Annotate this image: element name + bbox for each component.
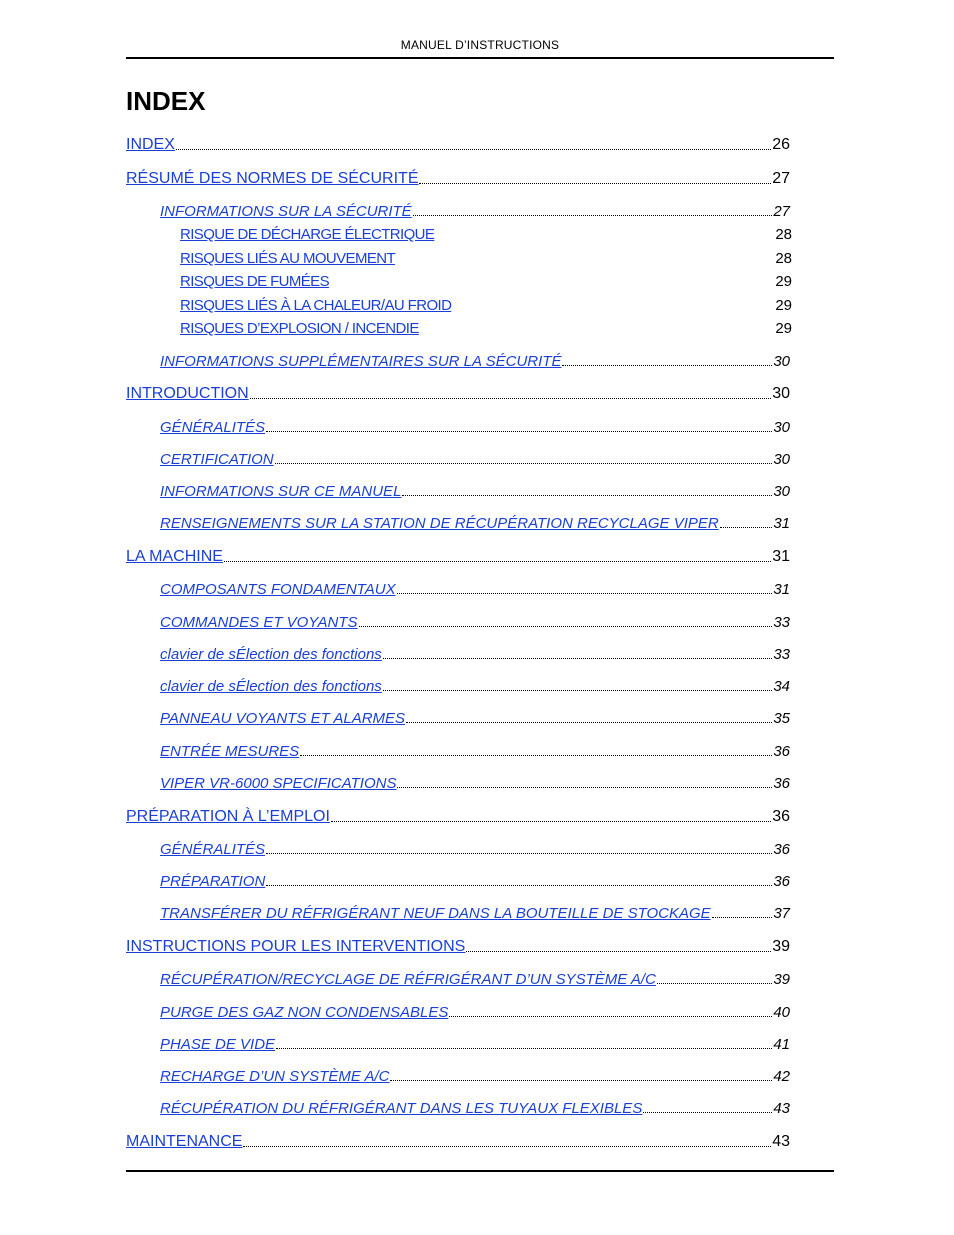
toc-dot-leader	[243, 1146, 771, 1147]
toc-dot-leader	[406, 722, 772, 723]
toc-page-number: 37	[773, 905, 790, 922]
toc-entry[interactable]	[180, 250, 792, 267]
toc-entry[interactable]	[126, 548, 790, 566]
toc-dot-leader	[176, 149, 771, 150]
toc-page-number: 41	[773, 1036, 790, 1053]
toc-page-number: 33	[773, 614, 790, 631]
toc-entry-link[interactable]: RECHARGE D’UN SYSTÈME A/C	[160, 1068, 390, 1085]
toc-entry-link[interactable]: RÉCUPÉRATION DU RÉFRIGÉRANT DANS LES TUYAUX FLEXIBLES	[160, 1100, 643, 1117]
toc-entry[interactable]	[160, 743, 790, 760]
toc-entry[interactable]	[160, 353, 790, 370]
toc-entry[interactable]	[160, 710, 790, 727]
toc-entry-link[interactable]: INFORMATIONS SUR CE MANUEL	[160, 483, 402, 500]
toc-entry-link[interactable]: RISQUES DE FUMÉES	[180, 273, 329, 290]
toc-dot-leader	[712, 917, 773, 918]
toc-entry-link[interactable]: PRÉPARATION À L’EMPLOI	[126, 808, 330, 825]
toc-entry[interactable]	[126, 808, 790, 826]
toc-entry[interactable]	[160, 873, 790, 890]
toc-dot-leader	[275, 463, 773, 464]
toc-page-number: 33	[773, 646, 790, 663]
toc-entry-link[interactable]: PURGE DES GAZ NON CONDENSABLES	[160, 1004, 449, 1021]
toc-dot-leader	[397, 593, 773, 594]
footer-rule	[126, 1170, 834, 1172]
toc-entry-link[interactable]: clavier de sÉlection des fonctions	[160, 678, 382, 695]
toc-entry[interactable]	[160, 971, 790, 988]
toc-page-number: 43	[772, 1133, 790, 1150]
toc-page-number: 39	[772, 938, 790, 955]
toc-dot-leader	[266, 853, 772, 854]
toc-page-number: 43	[773, 1100, 790, 1117]
toc-entry-link[interactable]: RISQUES LIÉS À LA CHALEUR/AU FROID	[180, 297, 452, 314]
toc-entry[interactable]	[160, 1100, 790, 1117]
page-header: MANUEL D’INSTRUCTIONS	[400, 38, 560, 52]
toc-page-number: 28	[775, 250, 792, 267]
toc-dot-leader	[413, 215, 773, 216]
toc-page-number: 36	[773, 743, 790, 760]
toc-entry[interactable]	[160, 1004, 790, 1021]
toc-dot-leader	[331, 821, 771, 822]
toc-entry-link[interactable]: INSTRUCTIONS POUR LES INTERVENTIONS	[126, 938, 466, 955]
toc-dot-leader	[250, 398, 772, 399]
toc-entry[interactable]	[180, 297, 792, 314]
toc-entry[interactable]	[160, 614, 790, 631]
toc-page-number: 30	[773, 419, 790, 436]
toc-dot-leader	[419, 183, 771, 184]
toc-entry-link[interactable]: MAINTENANCE	[126, 1133, 243, 1150]
toc-entry[interactable]	[126, 938, 790, 956]
toc-entry-link[interactable]: INDEX	[126, 136, 175, 153]
toc-entry-link[interactable]: TRANSFÉRER DU RÉFRIGÉRANT NEUF DANS LA BOUTEILLE DE STOCKAGE	[160, 905, 711, 922]
toc-page-number: 27	[773, 203, 790, 220]
toc-entry[interactable]	[160, 1068, 790, 1085]
toc-entry[interactable]	[180, 226, 792, 243]
toc-entry[interactable]	[160, 646, 790, 663]
toc-page-number: 42	[773, 1068, 790, 1085]
toc-entry-link[interactable]: INTRODUCTION	[126, 385, 249, 402]
toc-page-number: 35	[773, 710, 790, 727]
toc-page-number: 36	[773, 775, 790, 792]
toc-entry-link[interactable]: LA MACHINE	[126, 548, 223, 565]
toc-dot-leader	[276, 1048, 772, 1049]
toc-dot-leader	[402, 495, 772, 496]
toc-page-number: 30	[772, 385, 790, 402]
toc-dot-leader	[266, 431, 772, 432]
toc-entry[interactable]	[160, 775, 790, 792]
toc-entry-link[interactable]: COMPOSANTS FONDAMENTAUX	[160, 581, 396, 598]
toc-page-number: 31	[773, 515, 790, 532]
toc-entry-link[interactable]: CERTIFICATION	[160, 451, 274, 468]
toc-dot-leader	[466, 951, 771, 952]
toc-dot-leader	[562, 365, 772, 366]
toc-dot-leader	[383, 658, 773, 659]
toc-page-number: 27	[772, 170, 790, 187]
toc-page-number: 29	[775, 297, 792, 314]
toc-entry-link[interactable]: GÉNÉRALITÉS	[160, 841, 266, 858]
toc-entry[interactable]	[160, 419, 790, 436]
toc-page-number: 29	[775, 273, 792, 290]
toc-entry[interactable]	[180, 320, 792, 337]
toc-page-number: 30	[773, 353, 790, 370]
toc-dot-leader	[224, 561, 771, 562]
toc-entry-link[interactable]: RÉCUPÉRATION/RECYCLAGE DE RÉFRIGÉRANT D’UN SYSTÈME A/C	[160, 971, 656, 988]
toc-page-number: 26	[772, 136, 790, 153]
toc-dot-leader	[657, 983, 772, 984]
toc-page-number: 31	[772, 548, 790, 565]
toc-dot-leader	[390, 1080, 772, 1081]
toc-page-number: 30	[773, 483, 790, 500]
toc-page-number: 39	[773, 971, 790, 988]
toc-entry-link[interactable]: GÉNÉRALITÉS	[160, 419, 266, 436]
toc-entry[interactable]	[160, 203, 790, 220]
toc-entry[interactable]	[160, 841, 790, 858]
toc-entry[interactable]	[160, 515, 790, 532]
toc-dot-leader	[643, 1112, 772, 1113]
toc-entry[interactable]	[126, 170, 790, 188]
toc-dot-leader	[397, 787, 772, 788]
toc-entry[interactable]	[180, 273, 792, 290]
toc-entry-link[interactable]: COMMANDES ET VOYANTS	[160, 614, 358, 631]
toc-dot-leader	[383, 690, 773, 691]
toc-entry[interactable]	[160, 905, 790, 922]
toc-entry[interactable]	[126, 1133, 790, 1151]
toc-entry[interactable]	[160, 451, 790, 468]
toc-entry-link[interactable]: VIPER VR-6000 SPECIFICATIONS	[160, 775, 397, 792]
toc-page-number: 28	[775, 226, 792, 243]
toc-entry-link[interactable]: clavier de sÉlection des fonctions	[160, 646, 382, 663]
toc-entry-link[interactable]: INFORMATIONS SUPPLÉMENTAIRES SUR LA SÉCURITÉ	[160, 353, 562, 370]
toc-entry-link[interactable]: ENTRÉE MESURES	[160, 743, 300, 760]
toc-entry[interactable]	[160, 483, 790, 500]
toc-page-number: 34	[773, 678, 790, 695]
toc-entry-link[interactable]: RENSEIGNEMENTS SUR LA STATION DE RÉCUPÉRATION RECYCLAGE VIPER	[160, 515, 719, 532]
toc-page-number: 30	[773, 451, 790, 468]
toc-page-number: 36	[773, 841, 790, 858]
toc-dot-leader	[449, 1016, 772, 1017]
page-title: INDEX	[126, 86, 206, 116]
toc-page-number: 29	[775, 320, 792, 337]
toc-page-number: 31	[773, 581, 790, 598]
toc-entry-link[interactable]: RÉSUMÉ DES NORMES DE SÉCURITÉ	[126, 170, 419, 187]
toc-entry[interactable]	[160, 1036, 790, 1053]
toc-entry-link[interactable]: RISQUE DE DÉCHARGE ÉLECTRIQUE	[180, 226, 435, 243]
toc-entry-link[interactable]: RISQUES LIÉS AU MOUVEMENT	[180, 250, 396, 267]
toc-entry[interactable]	[160, 678, 790, 695]
toc-entry[interactable]	[160, 581, 790, 598]
toc-entry[interactable]	[126, 385, 790, 403]
toc-page-number: 36	[773, 873, 790, 890]
toc-entry[interactable]	[126, 136, 790, 154]
toc-page-number: 40	[773, 1004, 790, 1021]
toc-entry-link[interactable]: RISQUES D’EXPLOSION / INCENDIE	[180, 320, 419, 337]
toc-dot-leader	[300, 755, 772, 756]
toc-entry-link[interactable]: PHASE DE VIDE	[160, 1036, 276, 1053]
toc-dot-leader	[720, 527, 773, 528]
toc-page-number: 36	[772, 808, 790, 825]
toc-entry-link[interactable]: PANNEAU VOYANTS ET ALARMES	[160, 710, 406, 727]
toc-entry-link[interactable]: INFORMATIONS SUR LA SÉCURITÉ	[160, 203, 412, 220]
toc-entry-link[interactable]: PRÉPARATION	[160, 873, 266, 890]
toc-dot-leader	[266, 885, 772, 886]
toc-dot-leader	[359, 626, 773, 627]
